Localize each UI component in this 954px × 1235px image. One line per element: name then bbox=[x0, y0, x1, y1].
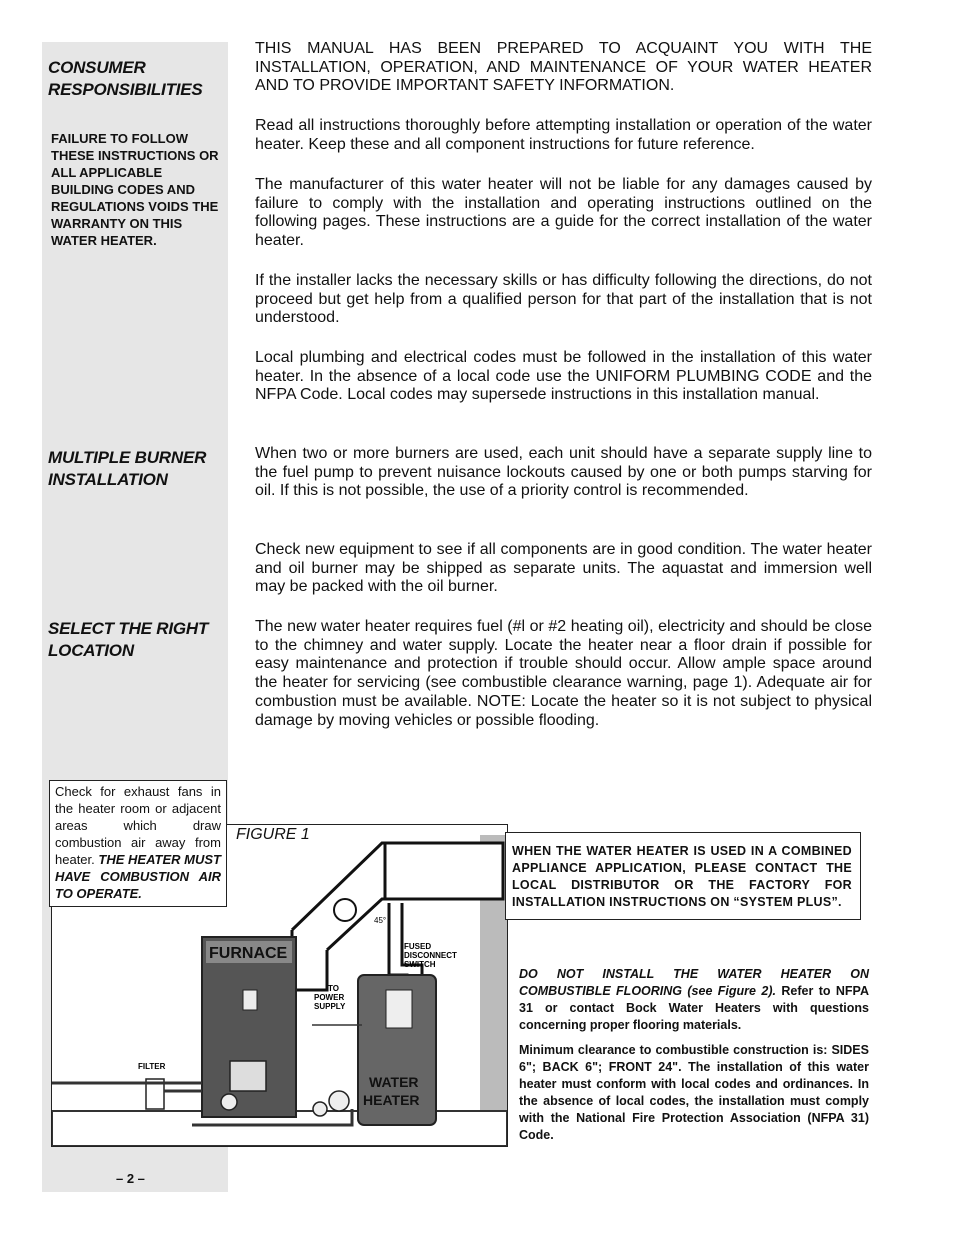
flooring-reference: Refer to NFPA 31 or contact Bock Water Heaters with questions concerning proper flooring materials. bbox=[519, 984, 869, 1032]
furnace-burner bbox=[230, 1061, 266, 1091]
intro-paragraph: THIS MANUAL HAS BEEN PREPARED TO ACQUAINT YOU WITH THE INSTALLATION, OPERATION, AND MAINTENANCE OF YOUR WATER HEATER AND TO PROVIDE IMPORTANT SAFETY INFORMATION. bbox=[255, 40, 872, 95]
water-heater-burner bbox=[329, 1091, 349, 1111]
liability-paragraph: The manufacturer of this water heater will not be liable for any damages caused by failure to comply with the installation and operating instructions outlined on the following pages. These instructions are a guide for the correct installation of the water heater. bbox=[255, 176, 872, 250]
heading-consumer-responsibilities: CONSUMER RESPONSIBILITIES bbox=[48, 58, 203, 99]
clearance-note: Minimum clearance to combustible construction is: SIDES 6"; BACK 6"; FRONT 24". The installation of this water heater must conform with local codes and ordinances. In the absence of local codes, the installation must comply with the National Fire Protection Association (NFPA 31) Code. bbox=[519, 1043, 869, 1142]
heading-select-location: SELECT THE RIGHT LOCATION bbox=[48, 619, 209, 660]
furnace-valve bbox=[221, 1094, 237, 1110]
flue-pipe-upper bbox=[292, 843, 385, 950]
flooring-note bbox=[519, 966, 869, 1034]
figure-caption: FIGURE 1 bbox=[236, 826, 310, 843]
check-equipment-paragraph: Check new equipment to see if all components are in good condition. The water heater and oil burner may be shipped as separate units. The aquastat and immersion well may be packed with the oil burner. bbox=[255, 541, 872, 596]
fused-label: FUSED bbox=[404, 942, 432, 951]
exhaust-callout-warning: THE HEATER MUST HAVE COMBUSTION AIR TO OPERATE. bbox=[55, 852, 221, 901]
filter-label: FILTER bbox=[138, 1062, 166, 1071]
page-number: – 2 – bbox=[116, 1171, 145, 1186]
multiple-burner-paragraph: When two or more burners are used, each unit should have a separate supply line to the fuel pump to prevent nuisance lockouts caused by one or both pumps starving for oil. If this is not possible, the use of a priority control is recommended. bbox=[255, 445, 872, 500]
power-label: POWER bbox=[314, 993, 345, 1002]
water-label: WATER bbox=[369, 1074, 419, 1090]
warranty-warning: FAILURE TO FOLLOW THESE INSTRUCTIONS OR ALL APPLICABLE BUILDING CODES AND REGULATIONS VOIDS THE WARRANTY ON THIS WATER HEATER. bbox=[51, 131, 219, 248]
chimney-box bbox=[385, 843, 503, 899]
installer-skills-paragraph: If the installer lacks the necessary skills or has difficulty following the directions, do not proceed but get help from a qualified person for that part of the installation that is not understood. bbox=[255, 272, 872, 327]
exhaust-fan-callout bbox=[49, 780, 227, 907]
barometric-damper bbox=[334, 899, 356, 921]
switch-label: SWITCH bbox=[404, 960, 436, 969]
read-instructions-paragraph: Read all instructions thoroughly before attempting installation or operation of the water heater. Keep these and all component instructions for future reference. bbox=[255, 117, 872, 153]
water-heater-valve bbox=[313, 1102, 327, 1116]
disconnect-label: DISCONNECT bbox=[404, 951, 457, 960]
flue-pipe-riser bbox=[292, 930, 327, 990]
supply-label: SUPPLY bbox=[314, 1002, 346, 1011]
location-paragraph: The new water heater requires fuel (#l or #2 heating oil), electricity and should be close to the chimney and water supply. Locate the heater near a floor drain if possible for easy maintenance and protection if trouble should occur. Allow ample space around the heater for servicing (see combustible clearance warning, page 1). Adequate air for combustion must be available. NOTE: Locate the heater so it is not subject to physical damage by moving vehicles or possible flooding. bbox=[255, 618, 872, 729]
exhaust-callout-text: Check for exhaust fans in the heater room or adjacent areas which draw combustion air away from heater. bbox=[55, 784, 221, 867]
to-label: TO bbox=[328, 984, 339, 993]
furnace-control bbox=[243, 990, 257, 1010]
heater-label: HEATER bbox=[363, 1092, 420, 1108]
angle-label: 45° bbox=[374, 916, 387, 925]
disconnect-switch bbox=[386, 990, 412, 1028]
furnace-label: FURNACE bbox=[209, 945, 288, 962]
heading-multiple-burner: MULTIPLE BURNER INSTALLATION bbox=[48, 448, 207, 489]
flooring-warning: DO NOT INSTALL THE WATER HEATER ON COMBUSTIBLE FLOORING (see Figure 2). bbox=[519, 967, 869, 998]
combined-appliance-callout: WHEN THE WATER HEATER IS USED IN A COMBINED APPLIANCE APPLICATION, PLEASE CONTACT THE LOCAL DISTRIBUTOR OR THE FACTORY FOR INSTALLATION INSTRUCTIONS ON “SYSTEM PLUS”. bbox=[505, 832, 861, 920]
local-codes-paragraph: Local plumbing and electrical codes must be followed in the installation of this water heater. In the absence of a local code use the UNIFORM PLUMBING CODE and the NFPA Code. Local codes may supersede instructions in this installation manual. bbox=[255, 349, 872, 404]
